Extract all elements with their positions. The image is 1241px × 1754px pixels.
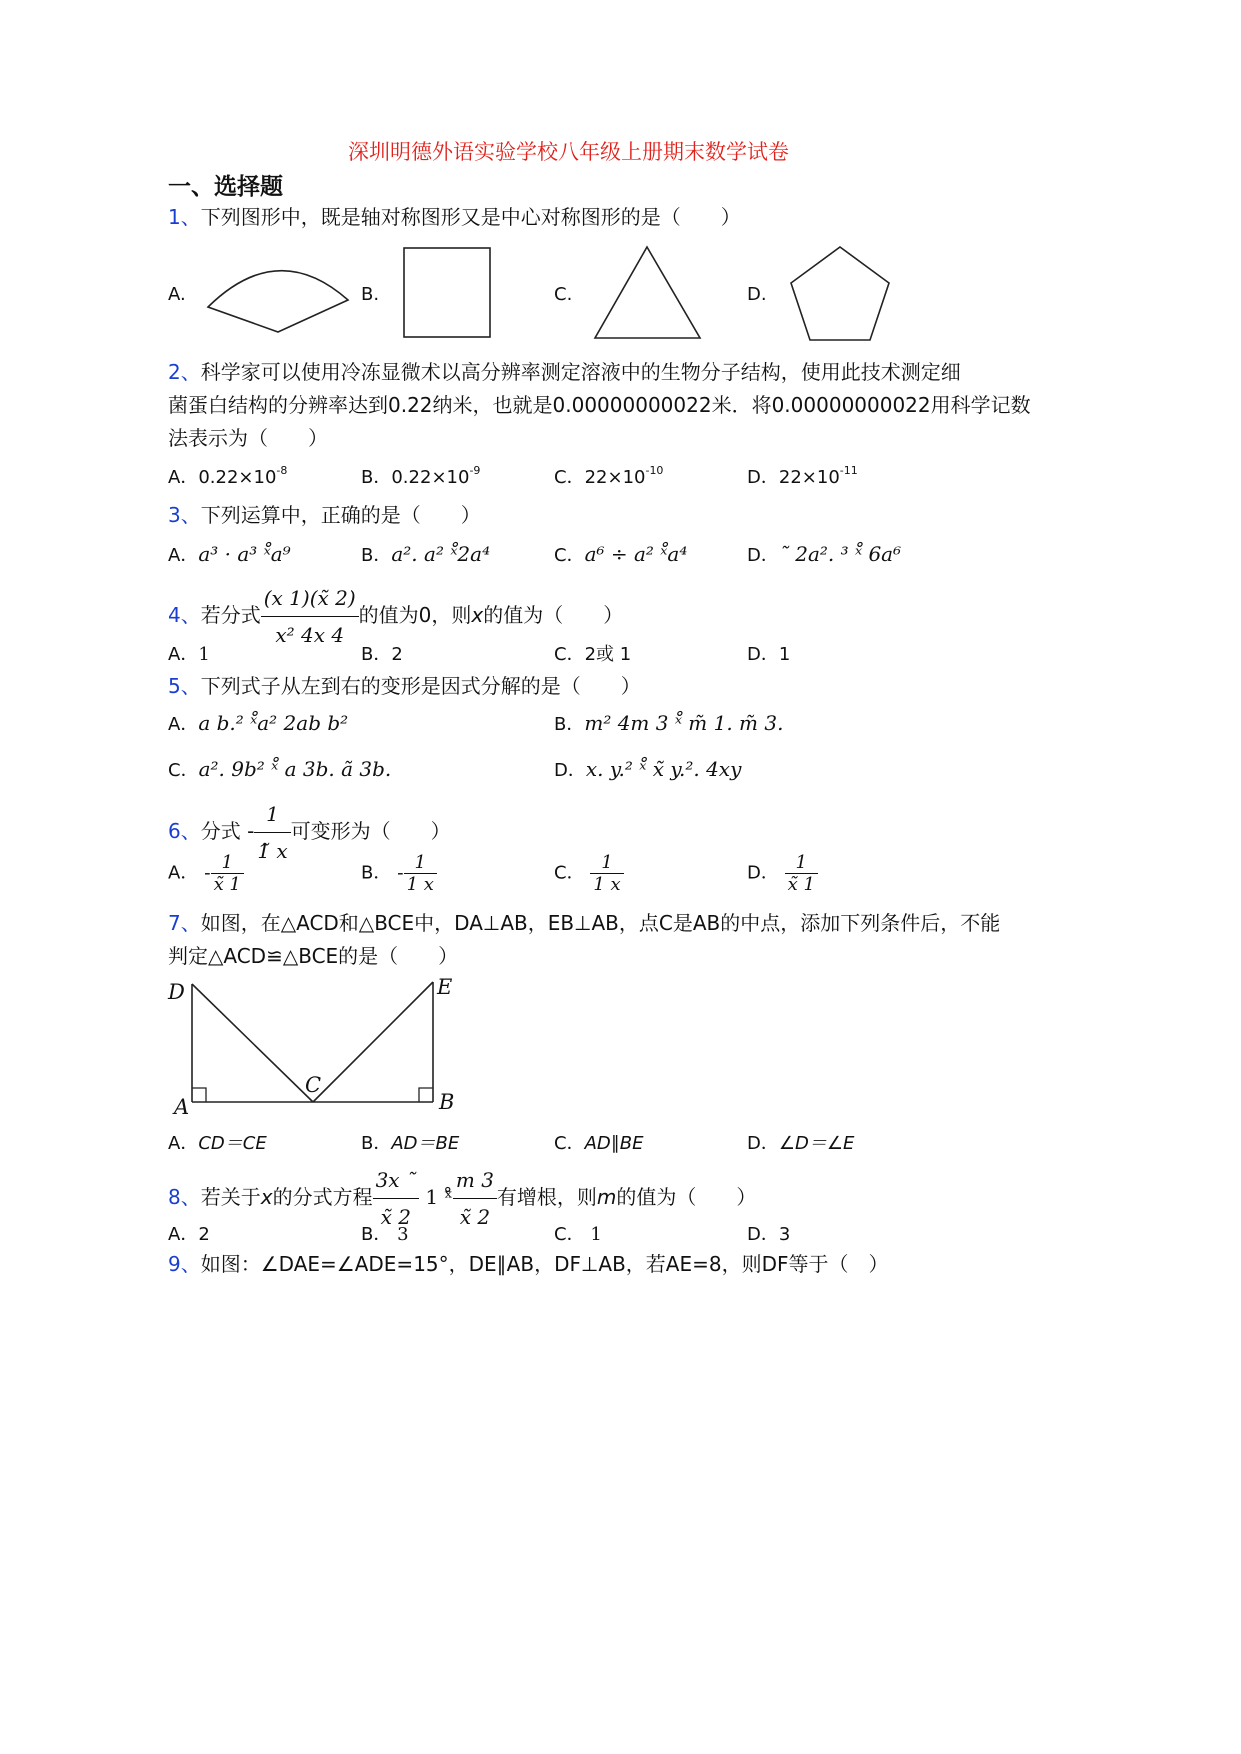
question-text: 下列运算中，正确的是（ ）: [200, 503, 481, 527]
option-label-d: D.: [747, 284, 767, 305]
option-d: D．x. y.² ˣ̊ x̃ y.². 4xy: [554, 757, 742, 781]
option-a: A．a b.² ˣ̊a² 2ab b²: [168, 711, 349, 735]
question-2-line3: 法表示为（ ）: [168, 426, 328, 450]
question-8: 8、若关于x的分式方程 $\frac{3x ˜}{x̃ 2}$ 1 ˣ̊ $\frac{m 3}{x̃ 2}$ 有增根，则m的值为（ ）: [168, 1162, 756, 1235]
option-a: A．2: [168, 1224, 210, 1245]
question-2-line2: 菌蛋白结构的分辨率达到0.22纳米，也就是0.00000000022米．将0.00000000022用科学记数: [168, 393, 1031, 417]
option-d: D．3: [747, 1224, 791, 1245]
fraction: $\frac{(x 1)(x̃ 2)}{\text{x² 4x 4}}$: [261, 580, 359, 653]
option-d: D．∠D＝∠E: [747, 1133, 855, 1154]
point-label-a: A: [174, 1095, 190, 1119]
option-d: D．˜ 2a². ³ ˣ̊ 6a⁶: [747, 542, 902, 566]
option-label-b: B.: [361, 284, 380, 305]
option-c: C．$22\times 10^{-10}$: [554, 464, 664, 488]
section-heading: 一、选择题: [168, 174, 283, 200]
question-number: 2、: [168, 360, 201, 384]
question-4: 4、若分式 $\frac{(x 1)(x̃ 2)}{\text{x² 4x 4}}$ 的值为0，则x的值为（ ）: [168, 580, 623, 653]
option-b: B． 3: [361, 1224, 409, 1245]
option-a: A．1: [168, 644, 210, 665]
option-a: A．a³ · a³ ˣ̊a⁹: [168, 542, 291, 566]
option-b: B． - $\frac{1}{1 x}$: [361, 852, 437, 895]
option-c: C． 1: [554, 1224, 602, 1245]
question-9: [168, 1246, 889, 1282]
question-5: [168, 668, 641, 704]
point-label-e: E: [437, 975, 453, 999]
option-c: C． $\frac{1}{1 x}$: [554, 852, 624, 895]
option-d: D．$22\times 10^{-11}$: [747, 464, 858, 488]
option-a: A． - $\frac{1}{x̃ 1}$: [168, 852, 244, 895]
question-text-line1: 如图，在△ACD和△BCE中，DA⊥AB，EB⊥AB，点C是AB的中点，添加下列条件后，不能: [200, 911, 1001, 935]
option-b: B．$0.22\times 10^{-9}$: [361, 464, 481, 488]
question-text: 下列式子从左到右的变形是因式分解的是（ ）: [200, 674, 641, 698]
geometry-figure: [160, 970, 470, 1120]
question-number: 7、: [168, 911, 201, 935]
option-c: C．AD∥BE: [554, 1133, 644, 1154]
question-number: 8、: [168, 1185, 201, 1209]
option-c: C．2或 1: [554, 644, 632, 665]
pentagon-shape-icon: [785, 242, 895, 346]
question-6: 6、分式 - $\frac{1}{1̃ x}$ 可变形为（ ）: [168, 796, 451, 869]
question-number: 4、: [168, 603, 201, 627]
option-d: D． $\frac{1}{x̃ 1}$: [747, 852, 818, 895]
option-a: A．CD＝CE: [168, 1133, 267, 1154]
option-b: B．m² 4m 3 ˣ̊ m̃ 1. m̃ 3.: [554, 711, 784, 735]
question-text: 如图：∠DAE=∠ADE=15°，DE∥AB，DF⊥AB，若AE=8，则DF等于（ ）: [200, 1252, 889, 1276]
point-label-d: D: [168, 980, 185, 1004]
point-label-c: C: [305, 1073, 322, 1097]
option-b: B．AD＝BE: [361, 1133, 460, 1154]
question-number: 3、: [168, 503, 201, 527]
question-number: 9、: [168, 1252, 201, 1276]
option-b: B．2: [361, 644, 403, 665]
question-7: [168, 905, 1000, 941]
triangle-shape-icon: [590, 243, 705, 343]
option-label-a: A.: [168, 284, 186, 305]
question-7-line2: 判定△ACD≌△BCE的是（ ）: [168, 944, 459, 968]
question-text: 下列图形中，既是轴对称图形又是中心对称图形的是（ ）: [200, 205, 741, 229]
option-b: B．a². a² ˣ̊2a⁴: [361, 542, 491, 566]
option-d: D．1: [747, 644, 791, 665]
square-shape-icon: [400, 244, 495, 342]
page-title: 深圳明德外语实验学校八年级上册期末数学试卷: [348, 140, 789, 164]
question-3: [168, 497, 481, 533]
option-label-c: C.: [554, 284, 573, 305]
option-c: C．a². 9b² ˣ̊ a 3b. ã 3b.: [168, 757, 392, 781]
question-2: [168, 354, 961, 390]
fraction: $\frac{1}{1̃ x}$: [254, 796, 290, 869]
sector-shape-icon: [200, 250, 360, 340]
question-number: 1、: [168, 205, 201, 229]
option-a: A．$0.22\times 10^{-8}$: [168, 464, 288, 488]
question-text-line1: 科学家可以使用冷冻显微术以高分辨率测定溶液中的生物分子结构，使用此技术测定细: [200, 360, 961, 384]
option-c: C．a⁶ ÷ a² ˣ̊a⁴: [554, 542, 688, 566]
point-label-b: B: [439, 1090, 455, 1114]
question-number: 5、: [168, 674, 201, 698]
question-number: 6、: [168, 819, 201, 843]
question-1: [168, 199, 741, 235]
